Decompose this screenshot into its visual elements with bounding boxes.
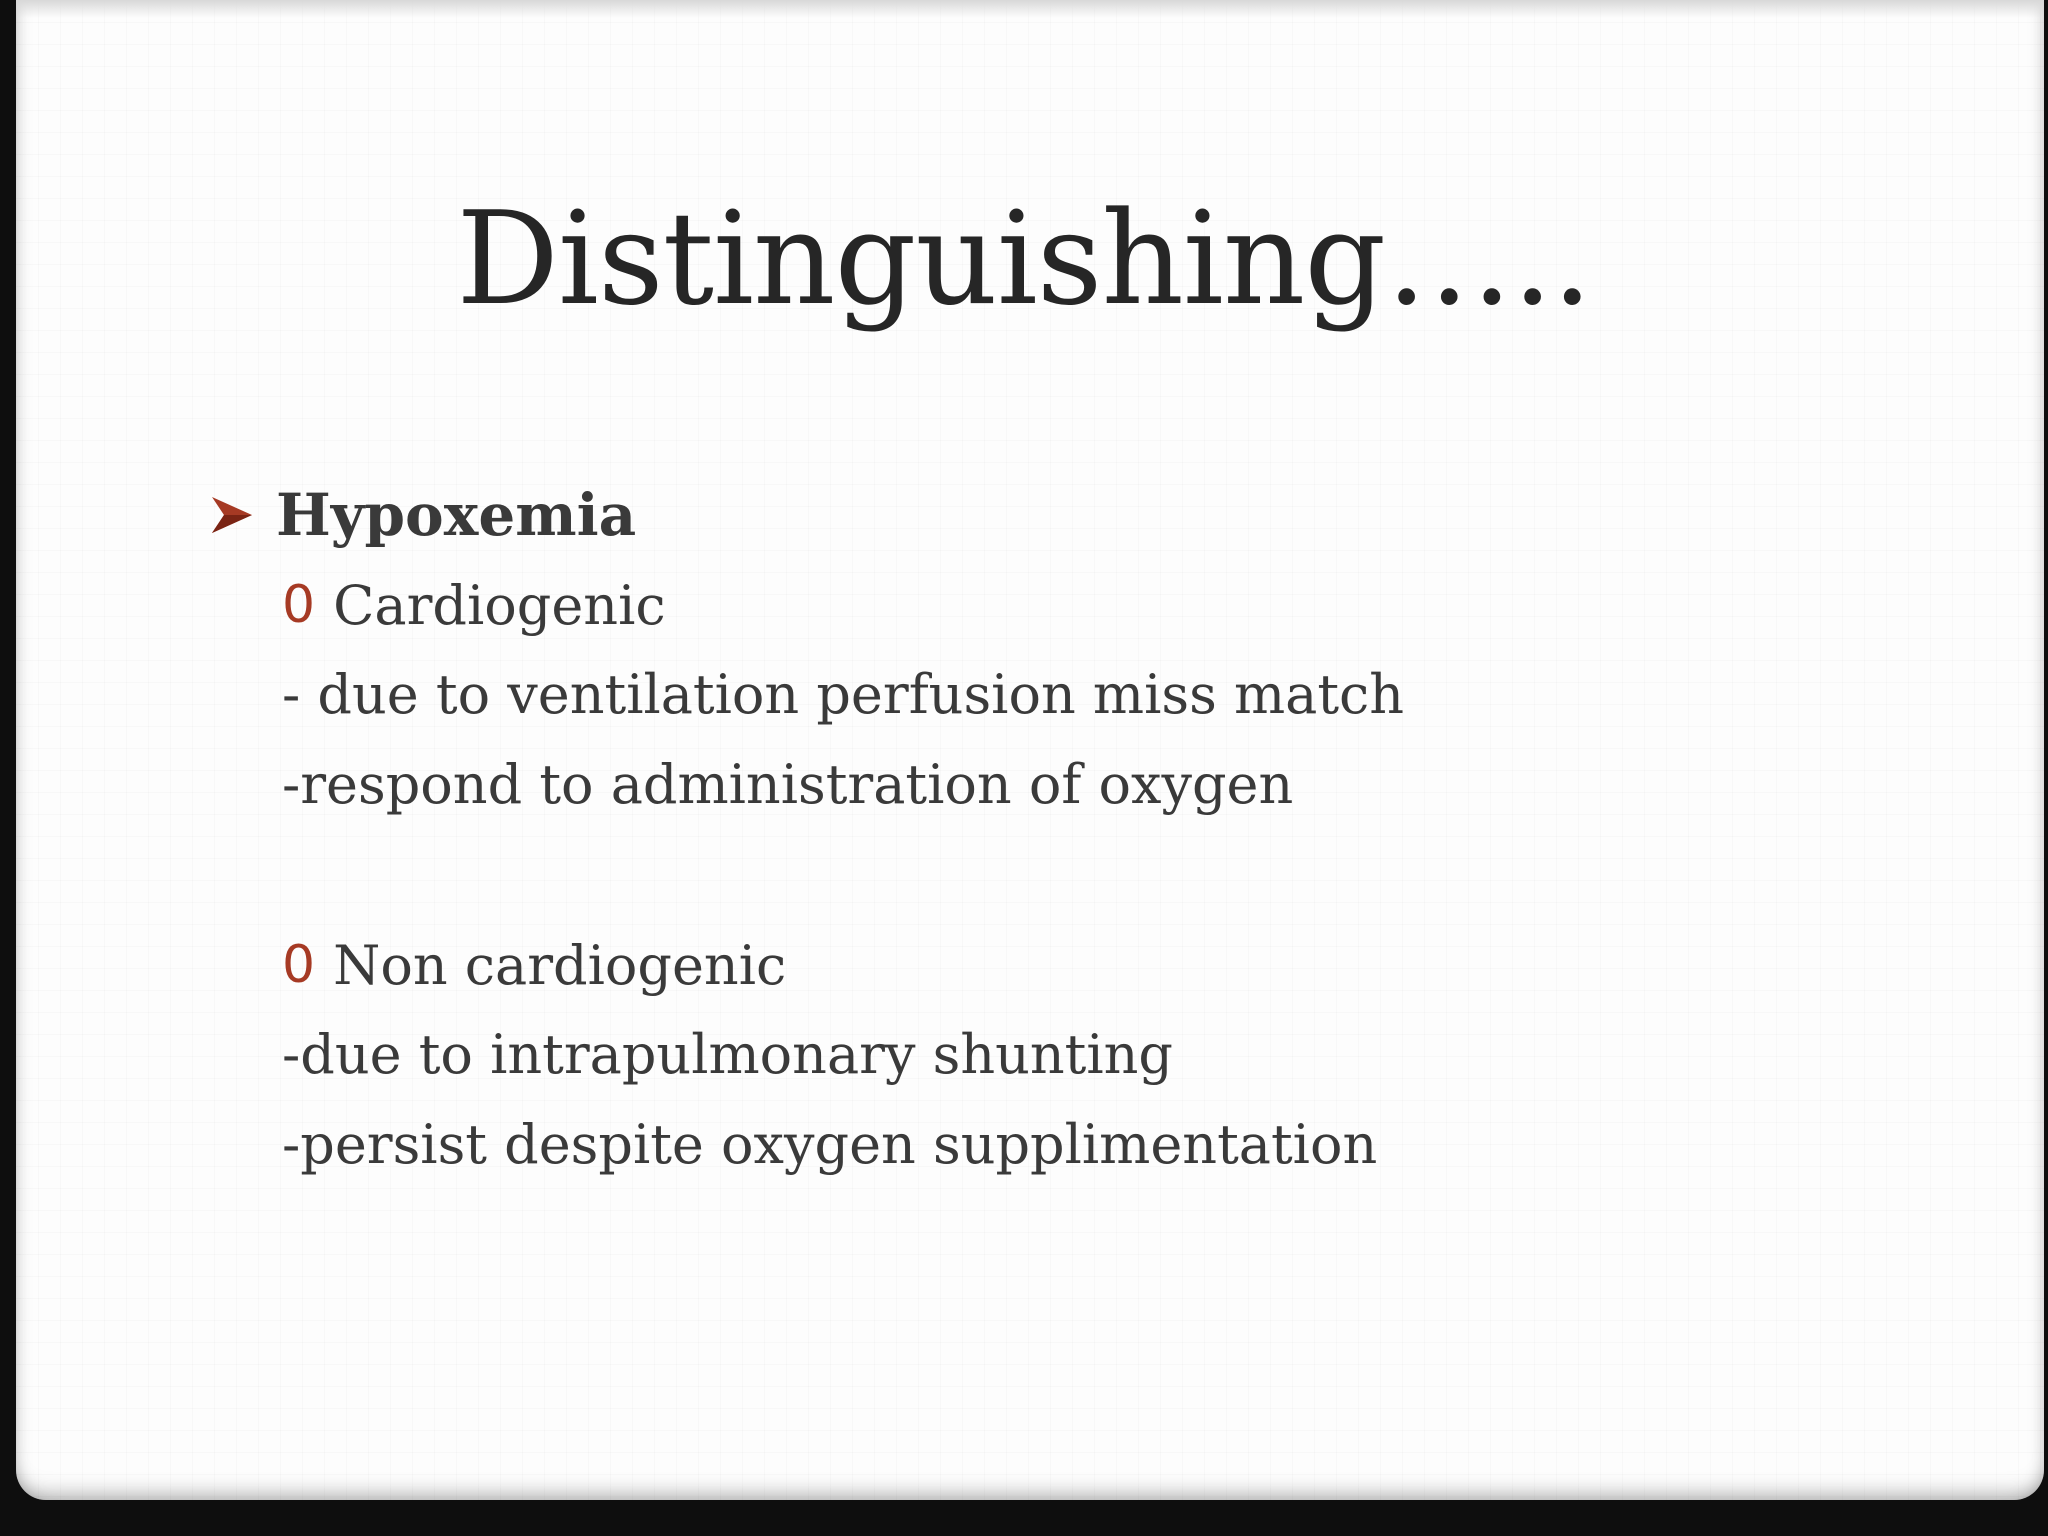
detail-line: -persist despite oxygen supplimentation	[282, 1113, 1378, 1176]
bullet-hypoxemia	[210, 470, 1910, 560]
section-heading-non-cardiogenic	[210, 920, 1910, 1010]
detail-line: -due to intrapulmonary shunting	[282, 1023, 1173, 1086]
slide-title: Distinguishing…..	[456, 185, 1592, 334]
detail-line: -respond to administration of oxygen	[282, 753, 1294, 816]
ring-bullet-icon: 0	[282, 935, 316, 995]
slide-top-edge	[16, 0, 2044, 18]
detail-line: - due to ventilation perfusion miss match	[282, 663, 1405, 726]
ring-bullet-icon: 0	[282, 575, 316, 635]
section-heading-label: Non cardiogenic	[333, 933, 787, 997]
slide-content	[210, 470, 1910, 1190]
arrow-bullet-icon	[210, 493, 254, 537]
spacer	[210, 830, 1910, 920]
section-heading-cardiogenic	[210, 560, 1910, 650]
section-heading-label: Cardiogenic	[333, 573, 666, 637]
bullet-label: Hypoxemia	[276, 481, 637, 549]
